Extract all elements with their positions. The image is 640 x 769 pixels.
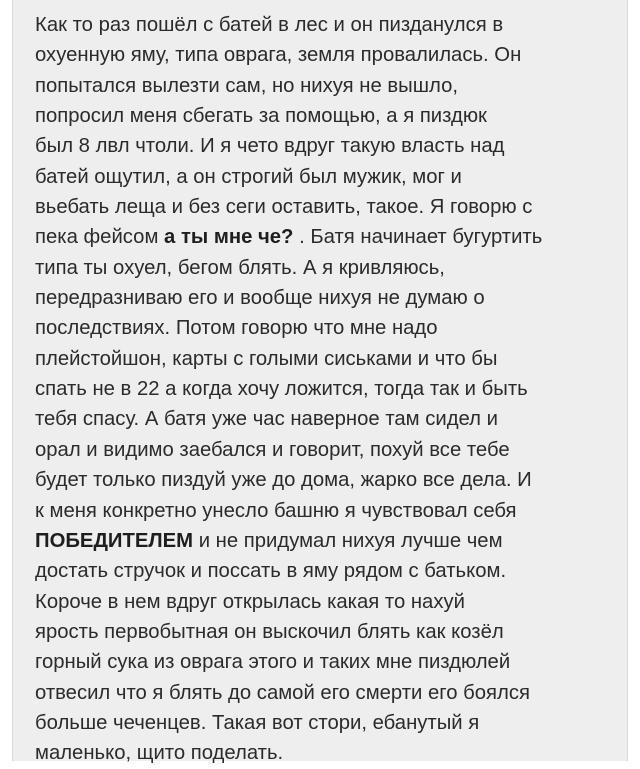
text-line: Короче в нем вдруг открылась какая то нахуй — [35, 590, 465, 613]
text-line: маленько, щито поделать. — [35, 742, 284, 765]
text-line: последствиях. Потом говорю что мне надо — [35, 317, 438, 340]
text-line: попросил меня сбегать за помощью, а я пиздюк — [35, 105, 487, 128]
text-line: достать стручок и поссать в яму рядом с батьком. — [35, 560, 507, 583]
text-segment: пека фейсом — [35, 226, 165, 249]
post-card — [12, 0, 628, 765]
text-line: спать не в 22 а когда хочу ложится, тогда так и быть — [35, 378, 528, 401]
bold-phrase: ПОБЕДИТЕЛЕМ — [35, 529, 194, 552]
text-line: плейстойшон, карты с голыми сиськами и что бы — [35, 347, 498, 370]
text-line: будет только пиздуй уже до дома, жарко все дела. И — [35, 469, 532, 492]
text-line: охуенную яму, типа оврага, земля провалилась. Он — [35, 44, 522, 67]
text-line: передразниваю его и вообще нихуя не думаю о — [35, 287, 485, 310]
text-line: батей ощутил, а он строгий был мужик, мог и — [35, 165, 462, 188]
text-segment: . Батя начинает бугуртить — [293, 226, 543, 249]
text-line: тебя спасу. А батя уже час наверное там сидел и — [35, 408, 498, 431]
text-line: типа ты охуел, бегом блять. А я кривляюсь, — [35, 256, 445, 279]
text-line — [35, 222, 621, 252]
text-line: ярость первобытная он выскочил блять как козёл — [35, 620, 504, 643]
bold-phrase: а ты мне че? — [164, 226, 294, 249]
text-line — [35, 526, 621, 556]
text-line: попытался вылезти сам, но нихуя не вышло, — [35, 74, 458, 97]
text-line: был 8 лвл чтоли. И я чето вдруг такую власть над — [35, 135, 505, 158]
text-line: орал и видимо заебался и говорит, похуй все тебе — [35, 438, 510, 461]
text-line: горный сука из оврага этого и таких мне пиздюлей — [35, 651, 511, 674]
text-segment: и не придумал нихуя лучше чем — [193, 529, 503, 552]
post-text — [35, 10, 621, 769]
text-line: отвесил что я блять до самой его смерти его боялся — [35, 681, 530, 704]
text-line: к меня конкретно унесло башню я чувствовал себя — [35, 499, 517, 522]
text-line: вьебать леща и без сеги оставить, такое. Я говорю с — [35, 196, 533, 219]
text-line: больше чеченцев. Такая вот стори, ебанутый я — [35, 711, 480, 734]
text-line: Как то раз пошёл с батей в лес и он пизданулся в — [35, 14, 504, 36]
